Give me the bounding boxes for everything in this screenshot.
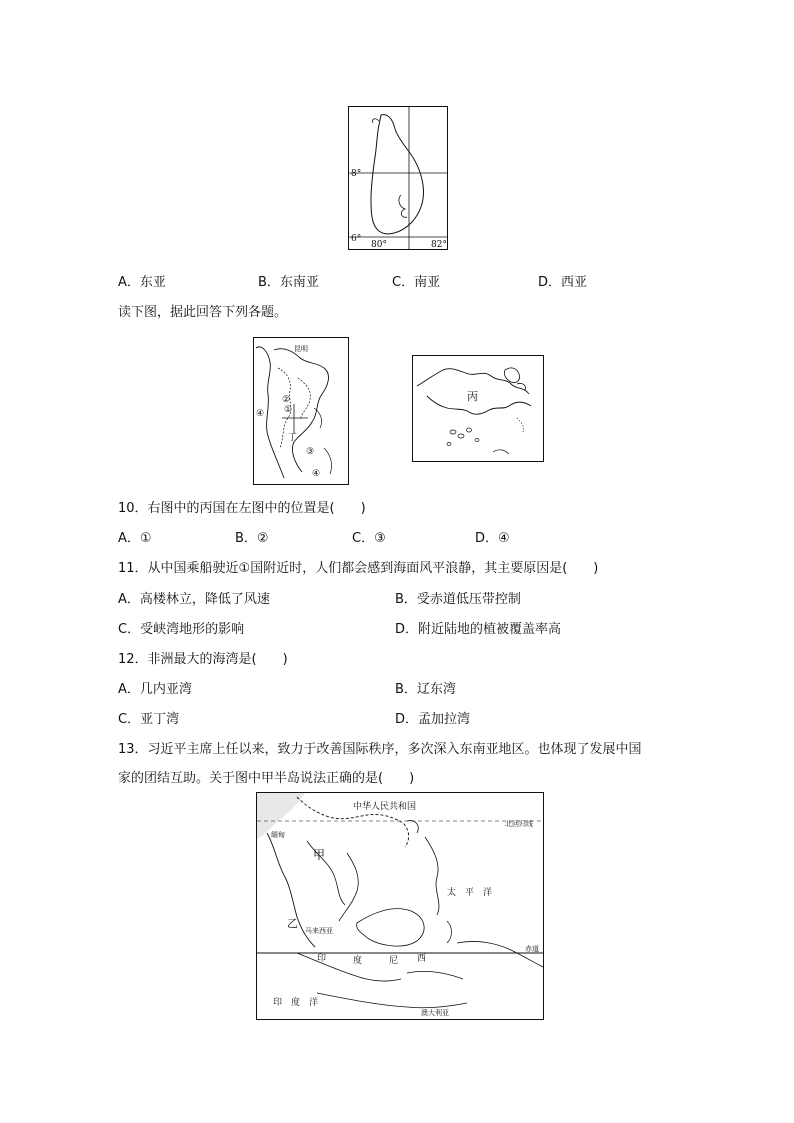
label-indonesia-4: 西: [417, 954, 427, 964]
label-kunming: 昆明: [294, 345, 308, 353]
label-ding: 丁: [288, 433, 298, 443]
lat-label-6: 6°: [351, 234, 362, 244]
label-yi: 乙: [287, 917, 298, 930]
q13-stem-line1: 13．习近平主席上任以来，致力于改善国际秩序，多次深入东南亚地区。也体现了发展中国: [118, 742, 642, 757]
label-1: ①: [284, 405, 293, 415]
q11-option-b: B．受赤道低压带控制: [395, 592, 521, 607]
label-china: 中华人民共和国: [353, 802, 417, 812]
label-malaysia: 马来西亚: [305, 927, 333, 935]
label-equator: 赤道: [525, 945, 539, 953]
label-indian: 印 度 洋: [273, 998, 319, 1008]
q11-option-c: C．受峡湾地形的影响: [118, 622, 245, 637]
label-tropic: 北回归线: [505, 820, 533, 828]
q12-option-b: B．辽东湾: [395, 682, 456, 697]
q10-option-c: C．③: [352, 531, 386, 546]
southeast-asia-map: [256, 792, 544, 1020]
q9-option-a: A．东亚: [118, 275, 166, 290]
label-3: ③: [306, 447, 315, 457]
label-indonesia-1: 印: [317, 954, 327, 964]
lon-label-82: 82°: [431, 240, 447, 249]
label-4-right: ④: [312, 469, 321, 479]
label-4-left: ④: [256, 409, 265, 419]
q9-option-c: C．南亚: [392, 275, 441, 290]
label-bing: 丙: [467, 390, 478, 403]
q10-stem: 10．右图中的丙国在左图中的位置是( ): [118, 501, 366, 516]
sri-lanka-map: [348, 106, 448, 250]
q12-option-c: C．亚丁湾: [118, 712, 180, 727]
q11-option-d: D．附近陆地的植被覆盖率高: [395, 622, 562, 637]
label-2: ②: [282, 395, 291, 405]
label-myanmar: 缅甸: [271, 831, 285, 839]
q11-option-a: A．高楼林立，降低了风速: [118, 592, 270, 607]
label-australia: 澳大利亚: [421, 1009, 449, 1017]
intro-text: 读下图，据此回答下列各题。: [118, 305, 288, 320]
label-pacific: 太 平 洋: [447, 888, 493, 898]
lat-label-8: 8°: [351, 169, 362, 179]
lon-label-80: 80°: [371, 240, 387, 249]
indochina-map: [253, 337, 349, 485]
bing-map: [412, 355, 544, 462]
q12-option-d: D．孟加拉湾: [395, 712, 471, 727]
q10-option-d: D．④: [475, 531, 510, 546]
q11-stem: 11．从中国乘船驶近①国附近时，人们都会感到海面风平浪静，其主要原因是( ): [118, 561, 599, 576]
q12-stem: 12．非洲最大的海湾是( ): [118, 652, 288, 667]
q9-option-d: D．西亚: [538, 275, 588, 290]
q13-stem-line2: 家的团结互助。关于图中甲半岛说法正确的是( ): [118, 771, 415, 786]
label-indonesia-3: 尼: [389, 956, 399, 966]
q12-option-a: A．几内亚湾: [118, 682, 192, 697]
q10-option-b: B．②: [235, 531, 269, 546]
label-indonesia-2: 度: [353, 956, 363, 966]
q10-option-a: A．①: [118, 531, 152, 546]
label-jia: 甲: [313, 848, 326, 862]
q9-option-b: B．东南亚: [258, 275, 319, 290]
